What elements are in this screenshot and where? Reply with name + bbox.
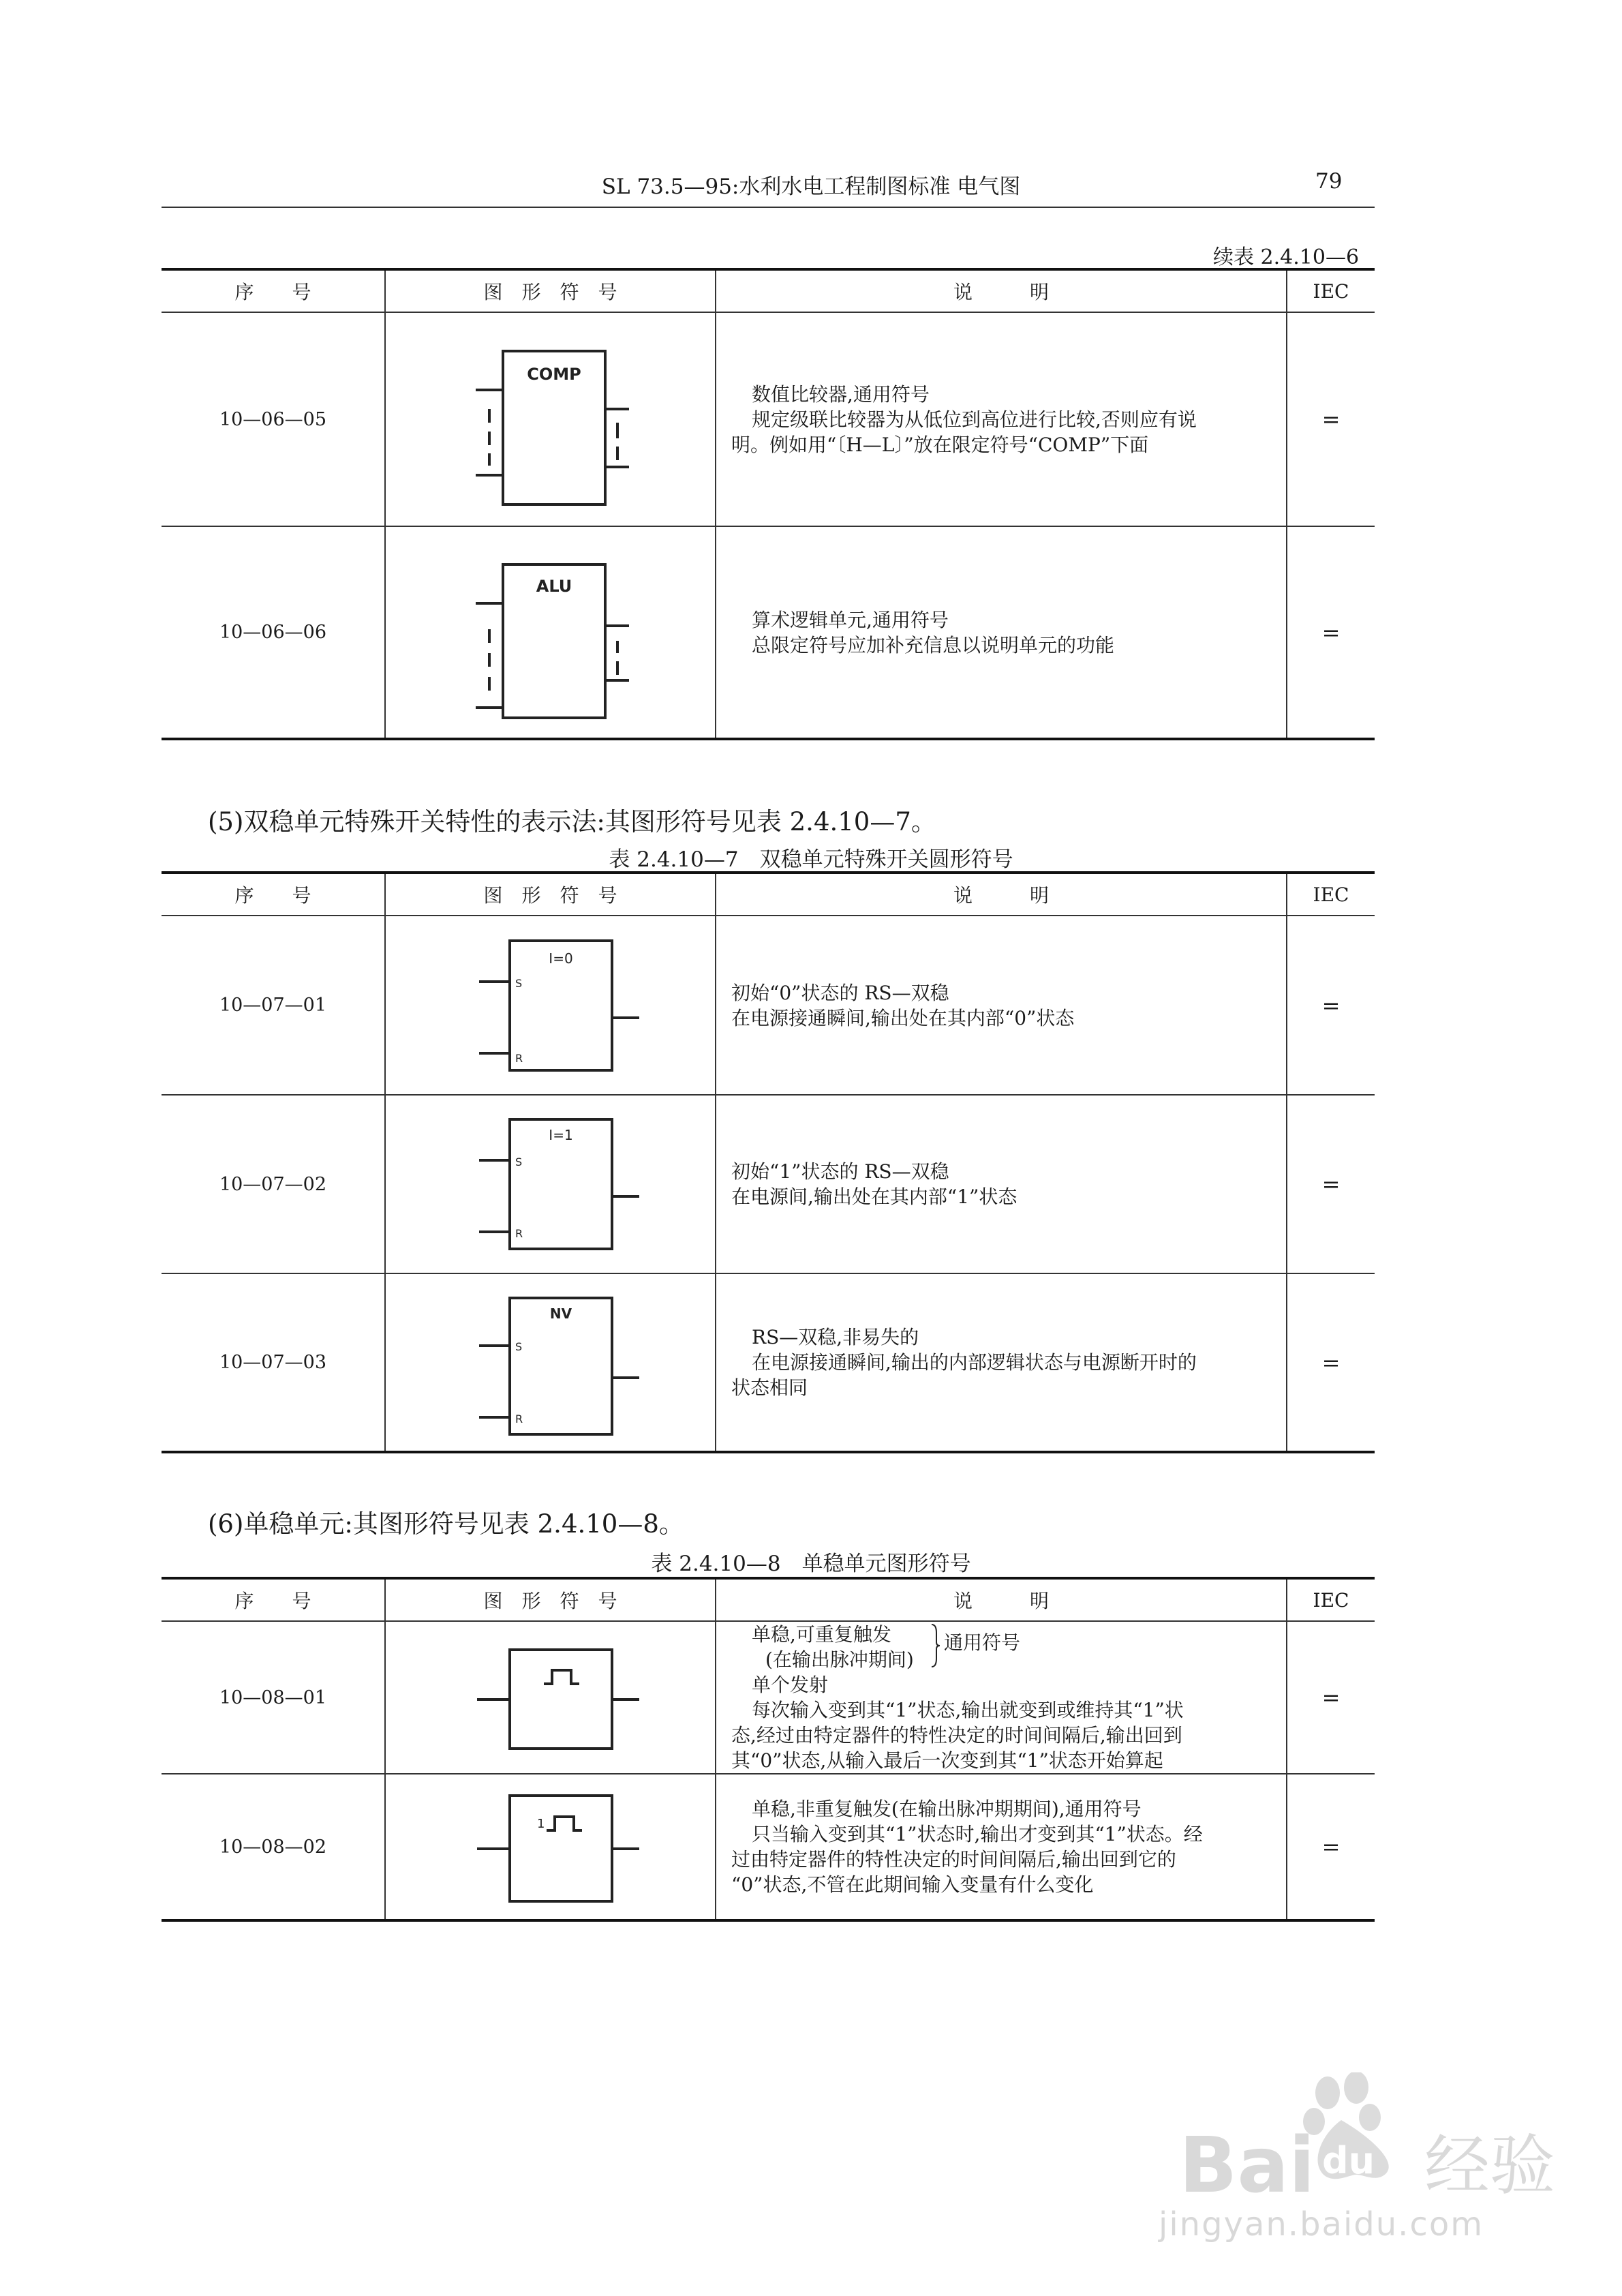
desc-line: 初始“0”状态的 RS—双稳 [731, 981, 949, 1004]
col-header-symbol: 图 形 符 号 [385, 269, 716, 312]
desc-line: 通用符号 [944, 1631, 1021, 1654]
watermark-url: jingyan.baidu.com [1159, 2205, 1484, 2244]
desc-line: 在电源接通瞬间,输出的内部逻辑状态与电源断开时的 [752, 1351, 1197, 1374]
pulse-icon [547, 1817, 582, 1830]
continued-table-label: 续表 2.4.10—6 [1213, 245, 1360, 269]
row-seq: 10—06—05 [162, 312, 385, 526]
col-header-seq: 序 号 [162, 269, 385, 312]
desc-line: 单稳,可重复触发 [752, 1623, 891, 1646]
table-2-4-10-6 [162, 268, 1375, 740]
input-r-label: R [515, 1412, 523, 1425]
row-iec: = [1287, 916, 1375, 1095]
table-row [162, 1774, 1375, 1920]
symbol-label: NV [549, 1305, 572, 1322]
rs-bistable-1-symbol [462, 1109, 639, 1259]
table-row [162, 916, 1375, 1095]
table-2-4-10-7 [162, 871, 1375, 1453]
page-header-title: SL 73.5—95:水利水电工程制图标准 电气图 [601, 175, 1021, 199]
row-seq: 10—07—01 [162, 916, 385, 1095]
col-header-iec: IEC [1287, 1578, 1375, 1621]
rs-bistable-0-symbol [462, 931, 639, 1081]
table-header-row [162, 269, 1375, 312]
desc-line: 状态相同 [731, 1376, 808, 1399]
symbol-label: ALU [536, 576, 572, 596]
desc-line: RS—双稳,非易失的 [752, 1326, 919, 1348]
col-header-seq: 序 号 [162, 873, 385, 916]
brace-icon [930, 1623, 941, 1668]
row-iec: = [1287, 1621, 1375, 1774]
baidu-logo-icon [1152, 2072, 1588, 2209]
table-row [162, 1273, 1375, 1452]
table-7-caption: 表 2.4.10—7 双稳单元特殊开关圆形符号 [609, 847, 1013, 872]
table-8-caption: 表 2.4.10—8 单稳单元图形符号 [651, 1552, 971, 1576]
pulse-icon [544, 1670, 579, 1684]
row-symbol [385, 312, 716, 526]
desc-line: 单稳,非重复触发(在输出脉冲期期间),通用符号 [752, 1798, 1142, 1820]
desc-line: 在电源接通瞬间,输出处在其内部“0”状态 [731, 1006, 1075, 1029]
alu-symbol [462, 544, 639, 721]
watermark-brand: Bai [1179, 2121, 1315, 2209]
desc-line: 算术逻辑单元,通用符号 [752, 608, 949, 631]
desc-line: 明。例如用“〔H—L〕”放在限定符号“COMP”下面 [731, 433, 1149, 456]
section-5-paragraph: (5)双稳单元特殊开关特性的表示法:其图形符号见表 2.4.10—7。 [208, 807, 936, 836]
col-header-symbol: 图 形 符 号 [385, 1578, 716, 1621]
table-2-4-10-8 [162, 1577, 1375, 1922]
input-s-label: S [515, 1155, 522, 1168]
col-header-symbol: 图 形 符 号 [385, 873, 716, 916]
row-seq: 10—07—03 [162, 1273, 385, 1452]
row-symbol [385, 1095, 716, 1273]
col-header-desc: 说 明 [716, 1578, 1287, 1621]
col-header-iec: IEC [1287, 269, 1375, 312]
desc-line: 初始“1”状态的 RS—双稳 [731, 1160, 949, 1183]
row-description [716, 1095, 1287, 1273]
desc-line: 其“0”状态,从输入最后一次变到其“1”状态开始算起 [731, 1749, 1163, 1772]
desc-line: 总限定符号应加补充信息以说明单元的功能 [752, 633, 1115, 656]
desc-line: 只当输入变到其“1”状态时,输出才变到其“1”状态。经 [752, 1823, 1203, 1845]
desc-line: 单个发射 [752, 1674, 829, 1696]
table-row [162, 1621, 1375, 1774]
table-row [162, 526, 1375, 739]
row-iec: = [1287, 312, 1375, 526]
col-header-iec: IEC [1287, 873, 1375, 916]
section-6-paragraph: (6)单稳单元:其图形符号见表 2.4.10—8。 [208, 1509, 684, 1539]
row-iec: = [1287, 1273, 1375, 1452]
desc-line: 过由特定器件的特性决定的时间间隔后,输出回到它的 [731, 1848, 1176, 1871]
desc-line: 在电源间,输出处在其内部“1”状态 [731, 1185, 1017, 1208]
rs-bistable-nv-symbol [462, 1288, 639, 1438]
symbol-label: I=1 [548, 1127, 573, 1143]
row-iec: = [1287, 526, 1375, 739]
desc-line: “0”状态,不管在此期间输入变量有什么变化 [731, 1873, 1094, 1896]
desc-line: 数值比较器,通用符号 [752, 382, 930, 406]
header-rule [162, 207, 1375, 208]
row-description [716, 1273, 1287, 1452]
row-symbol [385, 1774, 716, 1920]
row-symbol [385, 1273, 716, 1452]
row-seq: 10—06—06 [162, 526, 385, 739]
row-symbol [385, 916, 716, 1095]
row-description [716, 312, 1287, 526]
row-seq: 10—08—01 [162, 1621, 385, 1774]
table-row [162, 312, 1375, 526]
watermark-brand2: du [1322, 2139, 1375, 2182]
symbol-label: I=0 [548, 950, 573, 967]
table-header-row [162, 1578, 1375, 1621]
page-number: 79 [1315, 169, 1343, 194]
row-description [716, 916, 1287, 1095]
symbol-label: COMP [526, 365, 581, 384]
row-description [716, 1774, 1287, 1920]
input-s-label: S [515, 976, 522, 990]
col-header-seq: 序 号 [162, 1578, 385, 1621]
symbol-label: 1 [536, 1817, 545, 1831]
row-iec: = [1287, 1095, 1375, 1273]
desc-line: 规定级联比较器为从低位到高位进行比较,否则应有说 [752, 408, 1197, 431]
desc-line: 态,经过由特定器件的特性决定的时间间隔后,输出回到 [731, 1724, 1182, 1747]
input-s-label: S [515, 1340, 522, 1353]
desc-line: (在输出脉冲期间) [765, 1648, 914, 1671]
monostable-nonretriggerable-symbol [462, 1785, 639, 1908]
row-symbol [385, 1621, 716, 1774]
watermark-suffix: 经验 [1424, 2128, 1555, 2204]
input-r-label: R [515, 1051, 523, 1065]
col-header-desc: 说 明 [716, 873, 1287, 916]
table-row [162, 1095, 1375, 1273]
baidu-watermark [1152, 2072, 1588, 2211]
row-description [716, 526, 1287, 739]
monostable-retriggerable-symbol [462, 1636, 639, 1759]
row-seq: 10—07—02 [162, 1095, 385, 1273]
input-r-label: R [515, 1227, 523, 1240]
row-seq: 10—08—02 [162, 1774, 385, 1920]
row-iec: = [1287, 1774, 1375, 1920]
col-header-desc: 说 明 [716, 269, 1287, 312]
row-symbol [385, 526, 716, 739]
comparator-symbol [462, 331, 639, 508]
table-header-row [162, 873, 1375, 916]
desc-line: 每次输入变到其“1”状态,输出就变到或维持其“1”状 [752, 1699, 1184, 1721]
row-description [716, 1621, 1287, 1774]
